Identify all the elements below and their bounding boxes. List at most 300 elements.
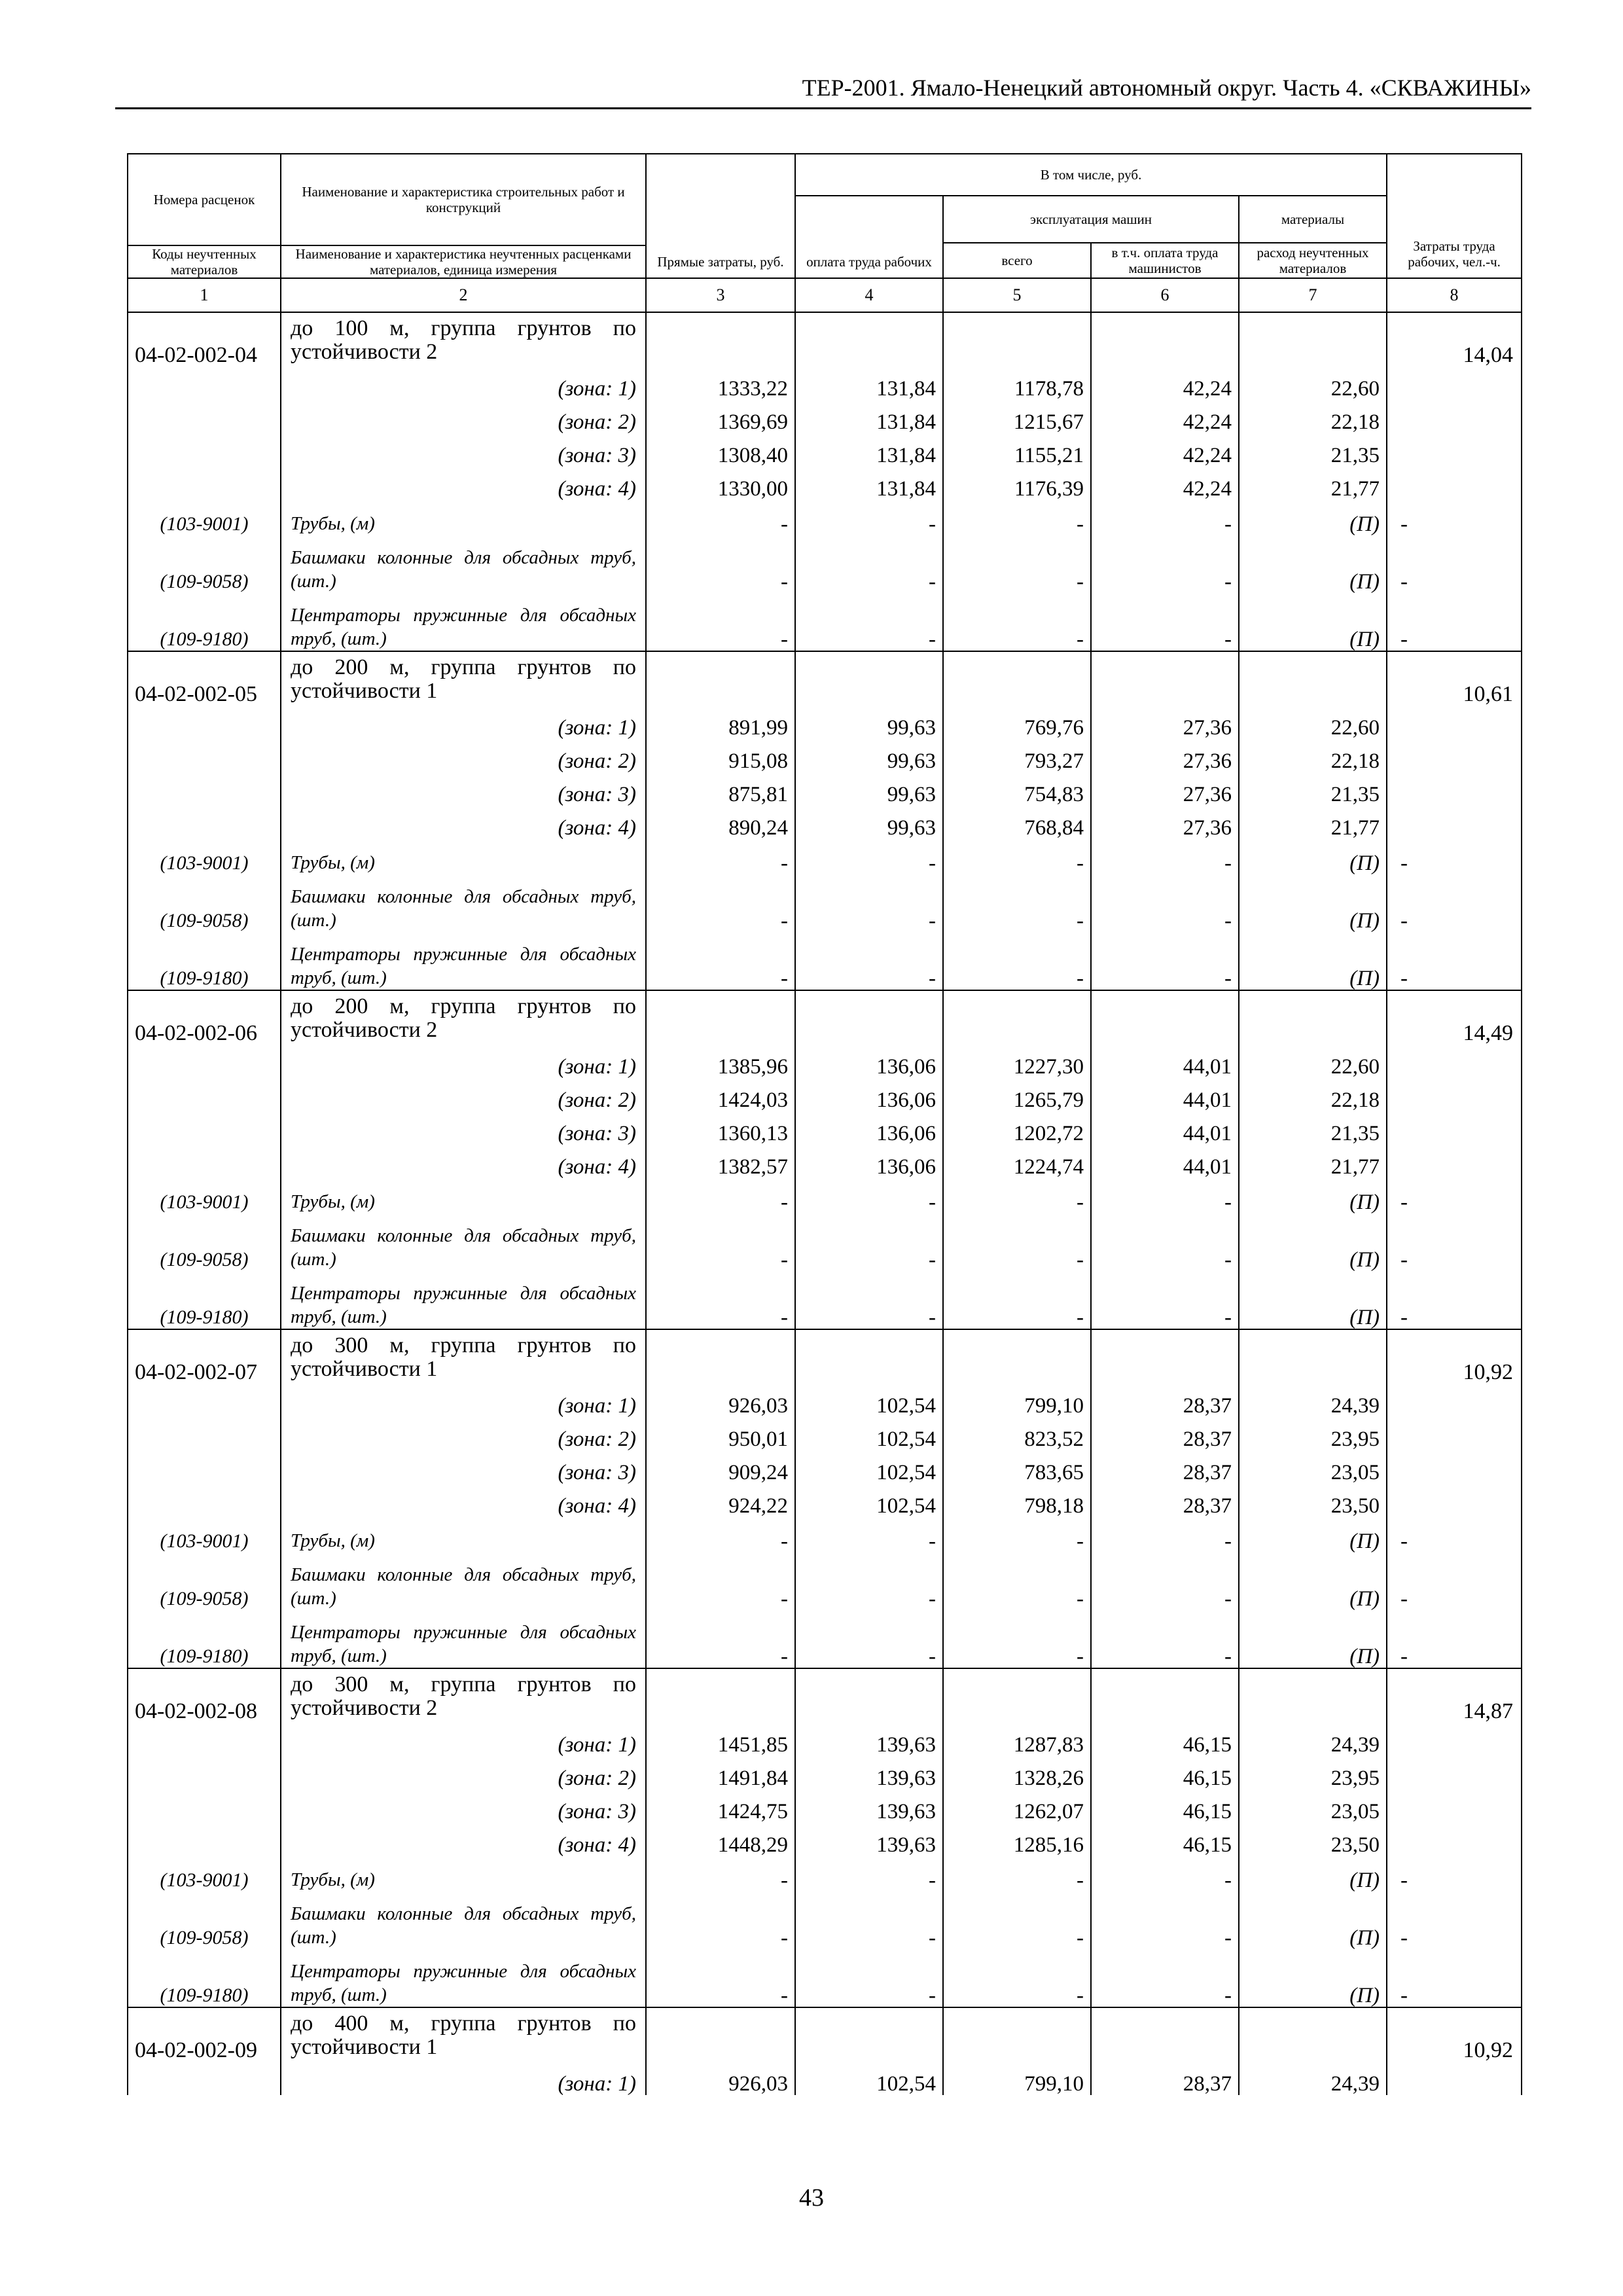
machines-cost: 1178,78 — [943, 367, 1091, 400]
direct-cost: 924,22 — [646, 1484, 795, 1517]
direct-cost: 1448,29 — [646, 1823, 795, 1856]
machines-cost: 1227,30 — [943, 1045, 1091, 1078]
material-row — [128, 1856, 1522, 1892]
empty-cell — [128, 1145, 281, 1178]
dash-value: - — [1091, 1213, 1239, 1271]
dash-value: - — [943, 1856, 1091, 1892]
dash-value: - — [943, 1892, 1091, 1949]
header-materials: материалы — [1239, 196, 1387, 243]
empty-cell — [1387, 1078, 1522, 1111]
rate-code: 04-02-002-08 — [128, 1668, 281, 1723]
direct-cost: 1333,22 — [646, 367, 795, 400]
operators-cost: 46,15 — [1091, 1723, 1239, 1756]
zone-row — [128, 467, 1522, 500]
materials-cost: 23,50 — [1239, 1484, 1387, 1517]
materials-cost: 22,18 — [1239, 400, 1387, 433]
zone-row — [128, 772, 1522, 806]
dash-value: - — [1091, 839, 1239, 874]
labor-cost: 10,92 — [1387, 2007, 1522, 2062]
column-number: 3 — [646, 278, 795, 312]
material-name: Трубы, (м) — [281, 500, 646, 535]
dash-value: - — [943, 535, 1091, 593]
empty-cell — [795, 651, 943, 706]
zone-row — [128, 1045, 1522, 1078]
empty-cell — [943, 312, 1091, 367]
machines-cost: 1224,74 — [943, 1145, 1091, 1178]
rate-row — [128, 990, 1522, 1045]
zone-label: (зона: 3) — [281, 1450, 646, 1484]
material-row — [128, 593, 1522, 651]
operators-cost: 44,01 — [1091, 1045, 1239, 1078]
dash-value: - — [795, 1213, 943, 1271]
material-unit-marker: (П) — [1239, 1949, 1387, 2007]
zone-row — [128, 1789, 1522, 1823]
empty-cell — [1387, 400, 1522, 433]
machines-cost: 754,83 — [943, 772, 1091, 806]
header-machines-operators: в т.ч. оплата труда машинистов — [1091, 243, 1239, 278]
empty-cell — [1387, 1823, 1522, 1856]
material-row — [128, 535, 1522, 593]
empty-cell — [646, 651, 795, 706]
material-code: (103-9001) — [128, 839, 281, 874]
material-row — [128, 1517, 1522, 1552]
material-unit-marker: (П) — [1239, 1856, 1387, 1892]
materials-cost: 21,77 — [1239, 1145, 1387, 1178]
empty-cell — [1387, 1384, 1522, 1417]
machines-cost: 1287,83 — [943, 1723, 1091, 1756]
dash-value: - — [1387, 1213, 1522, 1271]
rate-code: 04-02-002-04 — [128, 312, 281, 367]
direct-cost: 1424,03 — [646, 1078, 795, 1111]
material-unit-marker: (П) — [1239, 1213, 1387, 1271]
material-unit-marker: (П) — [1239, 874, 1387, 932]
dash-value: - — [1387, 839, 1522, 874]
zone-label: (зона: 1) — [281, 1045, 646, 1078]
empty-cell — [128, 433, 281, 467]
dash-value: - — [943, 1517, 1091, 1552]
zone-label: (зона: 3) — [281, 772, 646, 806]
dash-value: - — [1091, 500, 1239, 535]
materials-cost: 22,60 — [1239, 367, 1387, 400]
dash-value: - — [1387, 1610, 1522, 1668]
materials-cost: 24,39 — [1239, 1384, 1387, 1417]
rate-title: до 400 м, группа грунтов по устойчивости 1 — [281, 2007, 646, 2062]
materials-cost: 22,60 — [1239, 706, 1387, 739]
material-code: (109-9058) — [128, 1213, 281, 1271]
wages-cost: 99,63 — [795, 706, 943, 739]
materials-cost: 24,39 — [1239, 2062, 1387, 2095]
dash-value: - — [1387, 500, 1522, 535]
dash-value: - — [1387, 1552, 1522, 1610]
dash-value: - — [1091, 535, 1239, 593]
wages-cost: 131,84 — [795, 433, 943, 467]
dash-value: - — [943, 1271, 1091, 1329]
material-unit-marker: (П) — [1239, 1552, 1387, 1610]
zone-row — [128, 706, 1522, 739]
zone-label: (зона: 2) — [281, 739, 646, 772]
empty-cell — [1091, 651, 1239, 706]
empty-cell — [646, 2007, 795, 2062]
machines-cost: 798,18 — [943, 1484, 1091, 1517]
material-row — [128, 1178, 1522, 1213]
operators-cost: 28,37 — [1091, 1417, 1239, 1450]
operators-cost: 42,24 — [1091, 433, 1239, 467]
material-unit-marker: (П) — [1239, 1517, 1387, 1552]
materials-cost: 23,05 — [1239, 1789, 1387, 1823]
empty-cell — [1239, 312, 1387, 367]
wages-cost: 131,84 — [795, 467, 943, 500]
dash-value: - — [943, 874, 1091, 932]
empty-cell — [128, 1756, 281, 1789]
labor-cost: 14,49 — [1387, 990, 1522, 1045]
dash-value: - — [1387, 874, 1522, 932]
zone-label: (зона: 4) — [281, 806, 646, 839]
zone-row — [128, 1723, 1522, 1756]
zone-row — [128, 1823, 1522, 1856]
table-body — [128, 312, 1522, 2095]
dash-value: - — [1387, 1517, 1522, 1552]
material-name: Трубы, (м) — [281, 1178, 646, 1213]
wages-cost: 102,54 — [795, 1484, 943, 1517]
dash-value: - — [795, 1552, 943, 1610]
rate-title: до 200 м, группа грунтов по устойчивости 1 — [281, 651, 646, 706]
material-name: Трубы, (м) — [281, 1856, 646, 1892]
header-including: В том числе, руб. — [795, 154, 1387, 196]
machines-cost: 1176,39 — [943, 467, 1091, 500]
zone-row — [128, 1450, 1522, 1484]
zone-row — [128, 1484, 1522, 1517]
operators-cost: 46,15 — [1091, 1756, 1239, 1789]
rate-row — [128, 651, 1522, 706]
rate-code: 04-02-002-06 — [128, 990, 281, 1045]
empty-cell — [943, 990, 1091, 1045]
wages-cost: 99,63 — [795, 772, 943, 806]
materials-cost: 23,95 — [1239, 1417, 1387, 1450]
zone-label: (зона: 1) — [281, 2062, 646, 2095]
empty-cell — [646, 990, 795, 1045]
materials-cost: 22,60 — [1239, 1045, 1387, 1078]
dash-value: - — [646, 1213, 795, 1271]
header-col1-bottom: Коды неучтенных материалов — [128, 245, 281, 278]
material-name: Башмаки колонные для обсадных труб, (шт.) — [281, 874, 646, 932]
header-unaccounted-materials: расход неучтенных материалов — [1239, 243, 1387, 278]
materials-cost: 22,18 — [1239, 1078, 1387, 1111]
zone-row — [128, 367, 1522, 400]
empty-cell — [1387, 806, 1522, 839]
operators-cost: 28,37 — [1091, 1484, 1239, 1517]
empty-cell — [1239, 990, 1387, 1045]
zone-label: (зона: 1) — [281, 1723, 646, 1756]
empty-cell — [1239, 1668, 1387, 1723]
direct-cost: 1491,84 — [646, 1756, 795, 1789]
dash-value: - — [795, 593, 943, 651]
material-row — [128, 1892, 1522, 1949]
material-unit-marker: (П) — [1239, 593, 1387, 651]
machines-cost: 1265,79 — [943, 1078, 1091, 1111]
rate-row — [128, 1668, 1522, 1723]
zone-label: (зона: 4) — [281, 1484, 646, 1517]
machines-cost: 799,10 — [943, 2062, 1091, 2095]
machines-cost: 1328,26 — [943, 1756, 1091, 1789]
dash-value: - — [795, 839, 943, 874]
materials-cost: 23,50 — [1239, 1823, 1387, 1856]
material-code: (109-9180) — [128, 1271, 281, 1329]
direct-cost: 1385,96 — [646, 1045, 795, 1078]
rate-title: до 300 м, группа грунтов по устойчивости 1 — [281, 1329, 646, 1384]
empty-cell — [1387, 1111, 1522, 1145]
dash-value: - — [943, 1610, 1091, 1668]
wages-cost: 102,54 — [795, 1417, 943, 1450]
empty-cell — [128, 1417, 281, 1450]
zone-label: (зона: 3) — [281, 433, 646, 467]
rate-title: до 100 м, группа грунтов по устойчивости 2 — [281, 312, 646, 367]
header-machines: эксплуатация машин — [943, 196, 1239, 243]
labor-cost: 14,87 — [1387, 1668, 1522, 1723]
dash-value: - — [646, 1856, 795, 1892]
material-unit-marker: (П) — [1239, 500, 1387, 535]
material-unit-marker: (П) — [1239, 535, 1387, 593]
zone-label: (зона: 4) — [281, 1823, 646, 1856]
direct-cost: 915,08 — [646, 739, 795, 772]
machines-cost: 799,10 — [943, 1384, 1091, 1417]
materials-cost: 21,35 — [1239, 1111, 1387, 1145]
zone-label: (зона: 4) — [281, 1145, 646, 1178]
material-code: (109-9058) — [128, 535, 281, 593]
column-number: 6 — [1091, 278, 1239, 312]
dash-value: - — [1091, 932, 1239, 990]
direct-cost: 1369,69 — [646, 400, 795, 433]
header-wages: оплата труда рабочих — [795, 196, 943, 278]
dash-value: - — [943, 932, 1091, 990]
operators-cost: 42,24 — [1091, 467, 1239, 500]
empty-cell — [1387, 1723, 1522, 1756]
dash-value: - — [1387, 1271, 1522, 1329]
wages-cost: 136,06 — [795, 1111, 943, 1145]
rate-row — [128, 1329, 1522, 1384]
empty-cell — [128, 772, 281, 806]
column-number: 7 — [1239, 278, 1387, 312]
empty-cell — [1387, 467, 1522, 500]
empty-cell — [128, 1078, 281, 1111]
empty-cell — [646, 1329, 795, 1384]
material-code: (103-9001) — [128, 1517, 281, 1552]
material-code: (103-9001) — [128, 1178, 281, 1213]
wages-cost: 139,63 — [795, 1789, 943, 1823]
empty-cell — [1387, 739, 1522, 772]
empty-cell — [943, 1668, 1091, 1723]
operators-cost: 44,01 — [1091, 1145, 1239, 1178]
direct-cost: 891,99 — [646, 706, 795, 739]
dash-value: - — [646, 839, 795, 874]
empty-cell — [1387, 1789, 1522, 1823]
dash-value: - — [646, 1949, 795, 2007]
dash-value: - — [1091, 593, 1239, 651]
material-row — [128, 839, 1522, 874]
material-unit-marker: (П) — [1239, 1271, 1387, 1329]
wages-cost: 136,06 — [795, 1045, 943, 1078]
zone-row — [128, 1756, 1522, 1789]
header-machines-total: всего — [943, 243, 1091, 278]
empty-cell — [1387, 1417, 1522, 1450]
empty-cell — [1091, 312, 1239, 367]
material-unit-marker: (П) — [1239, 932, 1387, 990]
dash-value: - — [943, 500, 1091, 535]
empty-cell — [1387, 2062, 1522, 2095]
wages-cost: 99,63 — [795, 806, 943, 839]
dash-value: - — [795, 1892, 943, 1949]
direct-cost: 890,24 — [646, 806, 795, 839]
empty-cell — [646, 312, 795, 367]
page-number: 43 — [799, 2184, 824, 2212]
operators-cost: 27,36 — [1091, 772, 1239, 806]
zone-row — [128, 739, 1522, 772]
zone-row — [128, 1111, 1522, 1145]
empty-cell — [128, 1823, 281, 1856]
material-name: Центраторы пружинные для обсадных труб, (шт.) — [281, 1271, 646, 1329]
operators-cost: 28,37 — [1091, 2062, 1239, 2095]
material-name: Башмаки колонные для обсадных труб, (шт.) — [281, 1892, 646, 1949]
machines-cost: 768,84 — [943, 806, 1091, 839]
column-number: 1 — [128, 278, 281, 312]
direct-cost: 909,24 — [646, 1450, 795, 1484]
machines-cost: 1285,16 — [943, 1823, 1091, 1856]
zone-row — [128, 1078, 1522, 1111]
dash-value: - — [943, 1213, 1091, 1271]
header-direct-costs: Прямые затраты, руб. — [646, 154, 795, 278]
dash-value: - — [1091, 1517, 1239, 1552]
operators-cost: 28,37 — [1091, 1450, 1239, 1484]
material-row — [128, 1271, 1522, 1329]
operators-cost: 42,24 — [1091, 400, 1239, 433]
dash-value: - — [1091, 1178, 1239, 1213]
dash-value: - — [795, 500, 943, 535]
materials-cost: 21,77 — [1239, 806, 1387, 839]
dash-value: - — [795, 1178, 943, 1213]
dash-value: - — [943, 593, 1091, 651]
dash-value: - — [795, 1856, 943, 1892]
empty-cell — [1091, 1668, 1239, 1723]
labor-cost: 10,61 — [1387, 651, 1522, 706]
materials-cost: 21,77 — [1239, 467, 1387, 500]
material-row — [128, 874, 1522, 932]
material-code: (109-9180) — [128, 932, 281, 990]
labor-cost: 10,92 — [1387, 1329, 1522, 1384]
zone-row — [128, 1384, 1522, 1417]
material-name: Центраторы пружинные для обсадных труб, (шт.) — [281, 593, 646, 651]
materials-cost: 21,35 — [1239, 433, 1387, 467]
wages-cost: 139,63 — [795, 1756, 943, 1789]
wages-cost: 102,54 — [795, 1450, 943, 1484]
dash-value: - — [795, 535, 943, 593]
dash-value: - — [943, 1949, 1091, 2007]
dash-value: - — [1387, 1949, 1522, 2007]
dash-value: - — [646, 1271, 795, 1329]
empty-cell — [1387, 1450, 1522, 1484]
material-code: (109-9180) — [128, 593, 281, 651]
empty-cell — [1387, 367, 1522, 400]
rate-row — [128, 2007, 1522, 2062]
material-name: Центраторы пружинные для обсадных труб, (шт.) — [281, 1610, 646, 1668]
empty-cell — [128, 1484, 281, 1517]
material-name: Башмаки колонные для обсадных труб, (шт.) — [281, 1552, 646, 1610]
operators-cost: 46,15 — [1091, 1789, 1239, 1823]
direct-cost: 1330,00 — [646, 467, 795, 500]
machines-cost: 783,65 — [943, 1450, 1091, 1484]
header-col2-bottom: Наименование и характеристика неучтенных расценками материалов, единица измерения — [281, 245, 646, 278]
operators-cost: 27,36 — [1091, 806, 1239, 839]
zone-label: (зона: 1) — [281, 706, 646, 739]
column-number: 5 — [943, 278, 1091, 312]
empty-cell — [943, 651, 1091, 706]
wages-cost: 102,54 — [795, 2062, 943, 2095]
empty-cell — [128, 1723, 281, 1756]
material-row — [128, 1213, 1522, 1271]
column-number: 4 — [795, 278, 943, 312]
rate-row — [128, 312, 1522, 367]
empty-cell — [646, 1668, 795, 1723]
direct-cost: 875,81 — [646, 772, 795, 806]
zone-row — [128, 806, 1522, 839]
material-unit-marker: (П) — [1239, 839, 1387, 874]
empty-cell — [1387, 433, 1522, 467]
empty-cell — [128, 739, 281, 772]
materials-cost: 21,35 — [1239, 772, 1387, 806]
dash-value: - — [1387, 535, 1522, 593]
zone-row — [128, 433, 1522, 467]
empty-cell — [795, 1329, 943, 1384]
dash-value: - — [795, 1949, 943, 2007]
dash-value: - — [795, 1610, 943, 1668]
materials-cost: 23,95 — [1239, 1756, 1387, 1789]
wages-cost: 136,06 — [795, 1078, 943, 1111]
empty-cell — [1387, 772, 1522, 806]
machines-cost: 793,27 — [943, 739, 1091, 772]
material-unit-marker: (П) — [1239, 1892, 1387, 1949]
empty-cell — [1387, 1484, 1522, 1517]
price-table — [127, 153, 1522, 2095]
empty-cell — [1387, 706, 1522, 739]
dash-value: - — [646, 1610, 795, 1668]
machines-cost: 823,52 — [943, 1417, 1091, 1450]
material-name: Трубы, (м) — [281, 839, 646, 874]
materials-cost: 23,05 — [1239, 1450, 1387, 1484]
material-row — [128, 1610, 1522, 1668]
material-name: Башмаки колонные для обсадных труб, (шт.) — [281, 1213, 646, 1271]
labor-cost: 14,04 — [1387, 312, 1522, 367]
zone-label: (зона: 2) — [281, 400, 646, 433]
dash-value: - — [1387, 593, 1522, 651]
dash-value: - — [646, 1892, 795, 1949]
dash-value: - — [646, 874, 795, 932]
material-row — [128, 1552, 1522, 1610]
dash-value: - — [1091, 1856, 1239, 1892]
dash-value: - — [1091, 1610, 1239, 1668]
empty-cell — [795, 2007, 943, 2062]
empty-cell — [128, 806, 281, 839]
direct-cost: 950,01 — [646, 1417, 795, 1450]
header-col1-top: Номера расценок — [128, 154, 281, 245]
zone-label: (зона: 3) — [281, 1789, 646, 1823]
material-name: Трубы, (м) — [281, 1517, 646, 1552]
rate-title: до 200 м, группа грунтов по устойчивости 2 — [281, 990, 646, 1045]
rate-code: 04-02-002-05 — [128, 651, 281, 706]
operators-cost: 28,37 — [1091, 1384, 1239, 1417]
empty-cell — [943, 1329, 1091, 1384]
empty-cell — [128, 467, 281, 500]
dash-value: - — [646, 1517, 795, 1552]
header-col2-top: Наименование и характеристика строительных работ и конструкций — [281, 154, 646, 245]
direct-cost: 926,03 — [646, 2062, 795, 2095]
